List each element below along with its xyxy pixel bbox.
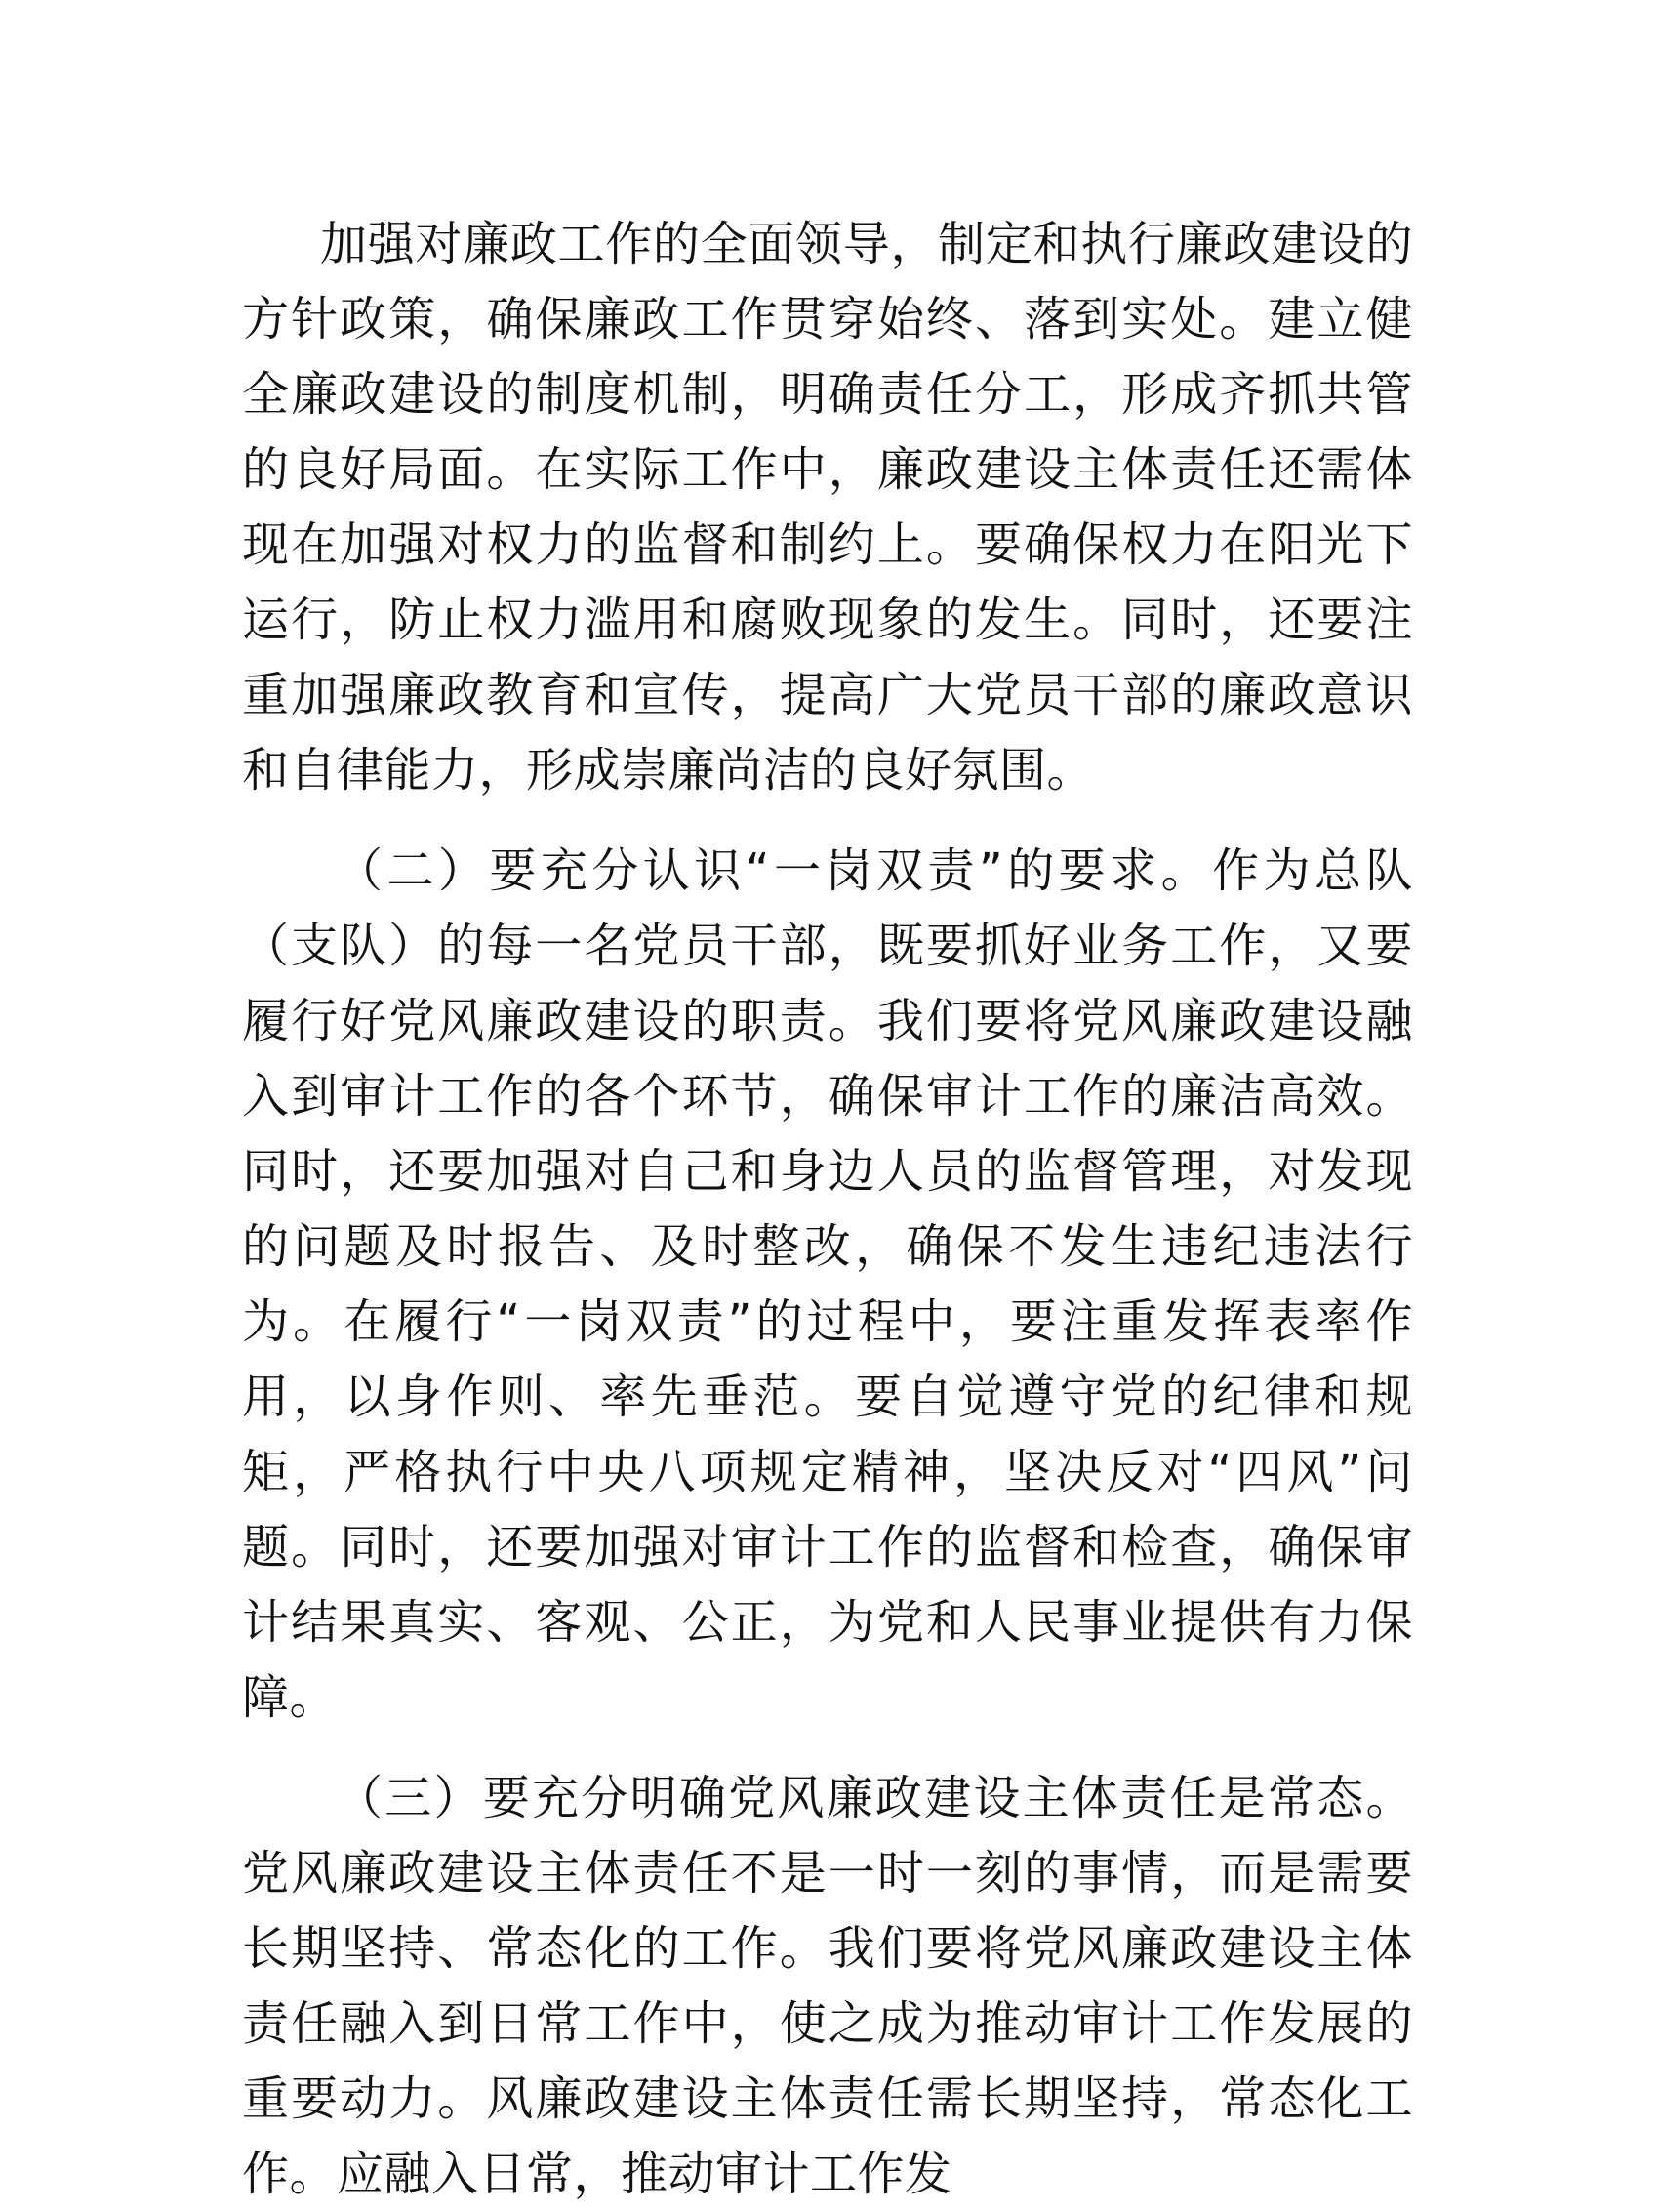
body-paragraph-1: 加强对廉政工作的全面领导，制定和执行廉政建设的方针政策，确保廉政工作贯穿始终、落到实处。建立健全廉政建设的制度机制，明确责任分工，形成齐抓共管的良好局面。在实际工作中，廉政建设主体责任还需体现在加强对权力的监督和制约上。要确保权力在阳光下运行，防止权力滥用和腐败现象的发生。同时，还要注重加强廉政教育和宣传，提高广大党员干部的廉政意识和自律能力，形成崇廉尚洁的良好氛围。 xyxy=(242,217,1413,798)
document-page xyxy=(242,207,1413,2212)
body-paragraph-2: （二）要充分认识“一岗双责”的要求。作为总队（支队）的每一名党员干部，既要抓好业务工作，又要履行好党风廉政建设的职责。我们要将党风廉政建设融入到审计工作的各个环节，确保审计工作的廉洁高效。同时，还要加强对自己和身边人员的监督管理，对发现的问题及时报告、及时整改，确保不发生违纪违法行为。在履行“一岗双责”的过程中，要注重发挥表率作用，以身作则、率先垂范。要自觉遵守党的纪律和规矩，严格执行中央八项规定精神，坚决反对“四风”问题。同时，还要加强对审计工作的监督和检查，确保审计结果真实、客观、公正，为党和人民事业提供有力保障。 xyxy=(242,843,1413,1725)
body-paragraph-3: （三）要充分明确党风廉政建设主体责任是常态。党风廉政建设主体责任不是一时一刻的事情，而是需要长期坚持、常态化的工作。我们要将党风廉政建设主体责任融入到日常工作中，使之成为推动审计工作发展的重要动力。风廉政建设主体责任需长期坚持，常态化工作。应融入日常，推动审计工作发 xyxy=(242,1771,1413,2201)
